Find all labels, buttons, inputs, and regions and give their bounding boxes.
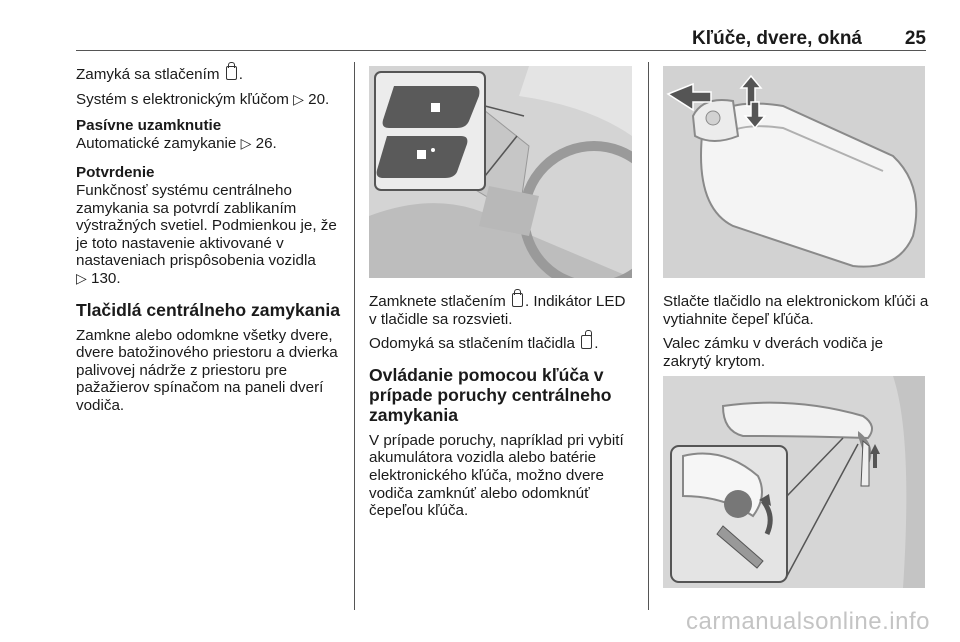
reference-arrow-icon: ▷ — [76, 269, 87, 286]
caption-unlock: Odomyká sa stlačením tlačidla . — [369, 335, 599, 353]
column-2 — [369, 293, 637, 527]
subheading-confirm: Potvrdenie — [76, 164, 155, 182]
electronic-key-drawing — [663, 66, 925, 278]
column-3 — [663, 293, 931, 377]
section-heading-key-operation: Ovládanie pomocou kľúča v prípade poruchy centrálneho zamykania — [369, 364, 612, 425]
electronic-key-illustration — [663, 66, 925, 278]
door-handle-illustration — [663, 376, 925, 588]
watermark: carmanualsonline.info — [686, 608, 930, 635]
subheading-passive: Pasívne uzamknutie — [76, 117, 222, 135]
page-header — [76, 0, 926, 51]
confirm-text: Funkčnosť systému centrálneho zamykania sa potvrdí zablikaním výstražných svetiel. Podmienkou je, že je toto nastavenie aktivované v nastaveniach prispôsobenia vozidla ▷ 130. — [76, 181, 337, 287]
lock-text: Zamyká sa stlačením . — [76, 66, 243, 83]
buttons-text: Zamkne alebo odomkne všetky dvere, dvere batožinového priestoru a dvierka palivovej nádrže z priestoru pre pažažierov spínačom na paneli dverí vodiča. — [76, 326, 338, 414]
lock-icon — [512, 293, 523, 307]
column-divider-1 — [354, 62, 355, 610]
header-rule — [76, 50, 926, 51]
column-1 — [76, 66, 344, 422]
page-title: Kľúče, dvere, okná — [692, 28, 862, 49]
door-switch-illustration — [369, 66, 632, 278]
column-divider-2 — [648, 62, 649, 610]
lock-icon — [226, 66, 237, 80]
failure-text: V prípade poruchy, napríklad pri vybití akumulátora vozidla alebo batérie elektronického kľúča, možno dvere vodiča zamknúť alebo odomknúť čepeľou kľúča. — [369, 431, 624, 520]
section-heading-buttons: Tlačidlá centrálneho zamykania — [76, 299, 341, 320]
cylinder-cover-text: Valec zámku v dverách vodiča je zakrytý krytom. — [663, 335, 884, 370]
reference-arrow-icon: ▷ — [240, 134, 252, 151]
passive-text: Automatické zamykanie ▷ 26. — [76, 134, 277, 152]
press-button-text: Stlačte tlačidlo na elektronickom kľúči a vytiahnite čepeľ kľúča. — [663, 293, 929, 328]
caption-lock: Zamknete stlačením . Indikátor LED v tlačidle sa rozsvieti. — [369, 293, 626, 328]
door-switch-drawing — [369, 66, 632, 278]
unlock-icon — [581, 335, 592, 349]
door-handle-drawing — [663, 376, 925, 588]
reference-arrow-icon: ▷ — [293, 90, 304, 107]
page-number: 25 — [904, 28, 926, 49]
electronic-key-text: Systém s elektronickým kľúčom ▷ 20. — [76, 90, 330, 108]
